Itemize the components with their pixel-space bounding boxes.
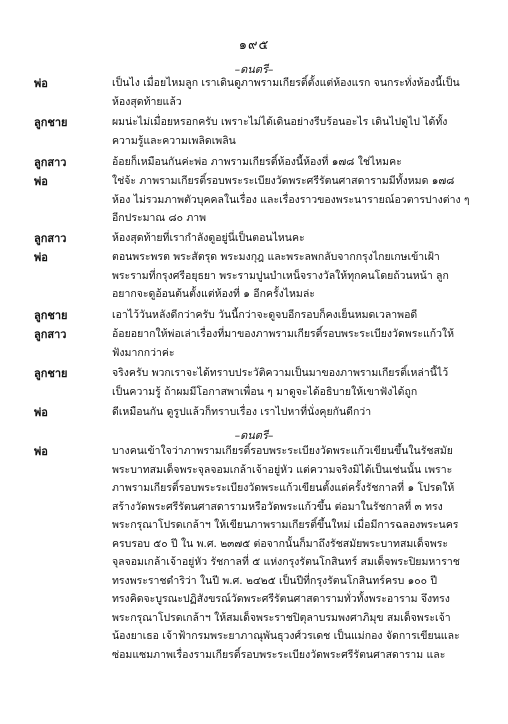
dialogue-text: ใช่จ้ะ ภาพรามเกียรติ์รอบพระระเบียงวัดพระศรีรัตนศาสดารามมีทั้งหมด ๑๗๘ ห้อง ไม่รวมภาพตัวบุคคลในเรื่อง และเรื่องราวของพระนารายณ์อวตารปางต่าง ๆ อีกประมาณ ๘๐ ภาพ (112, 175, 470, 224)
speaker-label: ลูกชาย (34, 309, 68, 322)
page-number: ๑๙๕ (238, 38, 270, 53)
dialogue-text: ตอนพระพรต พระสัตรุด พระมงกุฎ และพระลพกลับจากกรุงไกยเกษเข้าเฝ้า พระรามที่กรุงศรีอยุธยา พระรามปูนบำเหน็จรางวัลให้ทุกคนโดยถ้วนหน้า ลูก อยากจะดูอ้อนต้นตั้งแต่ห้องที่ ๑ อีกครั้งไหมล่ะ (112, 251, 449, 300)
music-divider: –ดนตรี– (234, 63, 274, 76)
dialogue-text: จริงครับ พวกเราจะได้ทราบประวัติความเป็นมาของภาพรามเกียรติ์เหล่านี้ไว้ เป็นความรู้ ถ้าผมมีโอกาสพาเพื่อน ๆ มาดูจะได้อธิบายให้เขาฟังได้ถูก (112, 367, 449, 398)
dialogue-text: ห้องสุดท้ายที่เรากำลังดูอยู่นี่เป็นตอนไหนคะ (112, 232, 305, 244)
speaker-label: ลูกสาว (34, 156, 67, 169)
speaker-label: พ่อ (34, 175, 48, 188)
speaker-label: ลูกสาว (34, 328, 67, 341)
speaker-label: ลูกสาว (34, 232, 67, 245)
speaker-label: พ่อ (34, 445, 48, 458)
dialogue-text: ผมน่ะไม่เมื่อยหรอกครับ เพราะไม่ได้เดินอย่างรีบร้อนอะไร เดินไปดูไป ได้ทั้ง ความรู้และความเพลิดเพลิน (112, 116, 448, 147)
speaker-label: พ่อ (34, 251, 48, 264)
dialogue-text: อ้อยอยากให้พ่อเล่าเรื่องที่มาของภาพรามเกียรติ์รอบพระระเบียงวัดพระแก้วให้ ฟังมากกว่าค่ะ (112, 328, 455, 359)
speaker-label: ลูกชาย (34, 116, 68, 129)
dialogue-text: บางคนเข้าใจว่าภาพรามเกียรติ์รอบพระระเบียงวัดพระแก้วเขียนขึ้นในรัชสมัย พระบาทสมเด็จพระจุลจอมเกล้าเจ้าอยู่หัว แต่ความจริงมิได้เป็นเช่นนั้น เพราะ ภาพรามเกียรติ์รอบพระระเบียงวัดพระแก้วเขียนตั้งแต่ครั้งรัชกาลที่ ๑ โปรดให้ สร้างวัดพระศรีรัตนศาสดารามหรือวัดพระแก้วขึ้น ต่อมาในรัชกาลที่ ๓ ทรง พระกรุณาโปรดเกล้าฯ ให้เขียนภาพรามเกียรติ์ขึ้นใหม่ เมื่อมีการฉลองพระนคร ครบรอบ ๕๐ ปี ใน พ.ศ. ๒๓๗๕ ต่อจากนั้นก็มาถึงรัชสมัยพระบาทสมเด็จพระ จุลจอมเกล้าเจ้าอยู่หัว รัชกาลที่ ๕ แห่งกรุงรัตนโกสินทร์ สมเด็จพระปิยมหาราช ทรงพระราชดำริว่า ในปี พ.ศ. ๒๔๒๕ เป็นปีที่กรุงรัตนโกสินทร์ครบ ๑๐๐ ปี ทรงคิดจะบูรณะปฏิสังขรณ์วัดพระศรีรัตนศาสดารามทั่วทั้งพระอาราม จึงทรง พระกรุณาโปรดเกล้าฯ ให้สมเด็จพระราชปิตุลาบรมพงศาภิมุข สมเด็จพระเจ้า น้องยาเธอ เจ้าฟ้ากรมพระยาภาณุพันธุวงศ์วรเดช เป็นแม่กอง จัดการเขียนและ ซ่อมแซมภาพเรื่องรามเกียรติ์รอบพระระเบียงวัดพระศรีรัตนศาสดาราม และ (112, 445, 460, 661)
speaker-label: ลูกชาย (34, 367, 68, 380)
speaker-label: พ่อ (34, 406, 48, 419)
dialogue-text: เอาไว้วันหลังดีกว่าครับ วันนี้กว่าจะดูจบอีกรอบก็คงเย็นหมดเวลาพอดี (112, 309, 418, 321)
dialogue-text: ดีเหมือนกัน ดูรูปแล้วก็ทราบเรื่อง เราไปหาที่นั่งคุยกันดีกว่า (112, 406, 372, 418)
dialogue-text: อ้อยก็เหมือนกันค่ะพ่อ ภาพรามเกียรติ์ห้องนี้ห้องที่ ๑๗๘ ใช่ไหมคะ (112, 156, 402, 168)
dialogue-text: เป็นไง เมื่อยไหมลูก เราเดินดูภาพรามเกียรติ์ตั้งแต่ห้องแรก จนกระทั่งห้องนี้เป็น ห้องสุดท้ายแล้ว (112, 77, 460, 108)
speaker-label: พ่อ (34, 77, 48, 90)
music-divider: –ดนตรี– (234, 429, 274, 442)
